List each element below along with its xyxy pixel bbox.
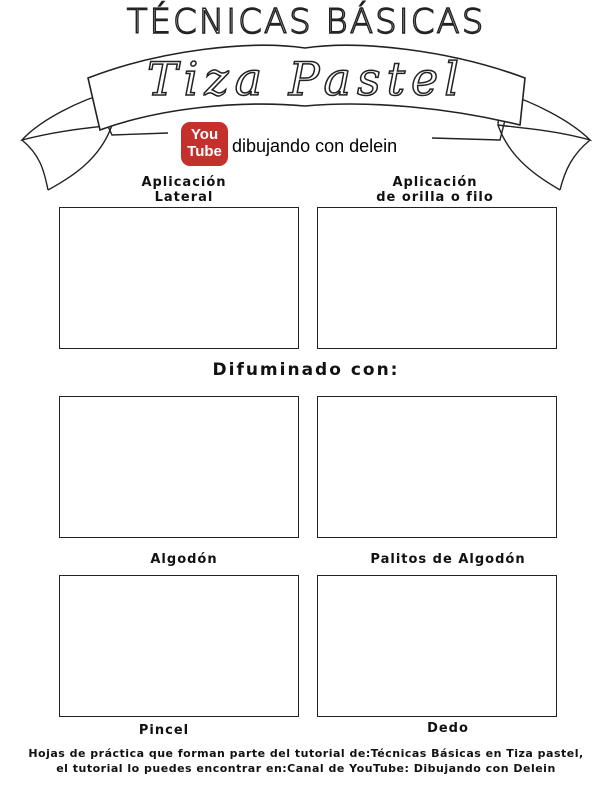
section-heading: Difuminado con:	[212, 360, 400, 380]
youtube-logo-tube: Tube	[187, 143, 222, 160]
label-algodon: Algodón	[150, 552, 218, 567]
practice-box-pincel	[59, 575, 299, 717]
label-line2: Lateral	[154, 190, 214, 205]
label-line1: Aplicación	[141, 175, 227, 190]
page-title: TÉCNICAS BÁSICAS	[126, 2, 486, 42]
banner-title: Tiza Pastel	[146, 52, 465, 106]
label-palitos: Palitos de Algodón	[370, 552, 526, 567]
label-line1: Aplicación	[392, 175, 478, 190]
practice-box-lateral	[59, 207, 299, 349]
channel-name: dibujando con delein	[232, 136, 398, 156]
youtube-logo-you: You	[190, 126, 219, 143]
practice-box-orilla	[317, 207, 557, 349]
label-pincel: Pincel	[138, 723, 190, 738]
label-aplicacion-lateral	[100, 175, 268, 205]
practice-box-palitos	[317, 396, 557, 538]
label-dedo: Dedo	[427, 721, 469, 736]
footer-line2: el tutorial lo puedes encontrar en:Canal de YouTube: Dibujando con Delein	[56, 762, 556, 775]
footer-line1: Hojas de práctica que forman parte del tutorial de:Técnicas Básicas en Tiza pastel,	[28, 747, 584, 760]
practice-box-algodon	[59, 396, 299, 538]
practice-box-dedo	[317, 575, 557, 717]
youtube-logo-icon	[181, 122, 228, 166]
label-aplicacion-orilla	[340, 175, 530, 205]
label-line2: de orilla o filo	[376, 190, 494, 205]
footer-note	[0, 746, 612, 776]
